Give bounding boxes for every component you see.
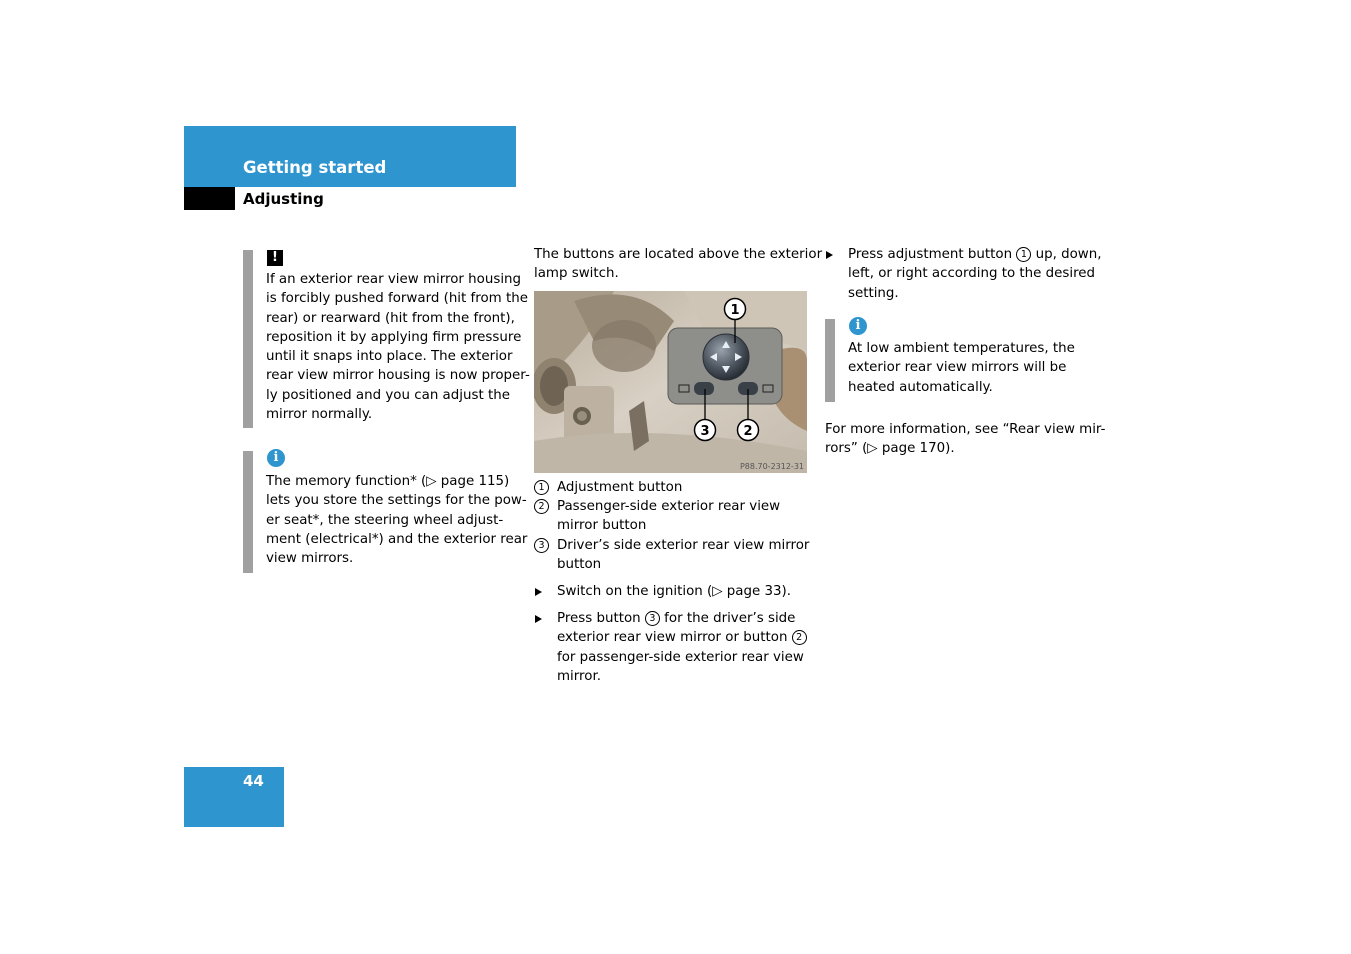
intro-text: The buttons are located above the exterior lamp switch. bbox=[534, 247, 823, 282]
info-icon: i bbox=[267, 449, 285, 467]
figure-illustration bbox=[534, 291, 807, 473]
info-icon: i bbox=[849, 317, 867, 335]
page-number-box bbox=[184, 767, 284, 827]
bullet-arrow-icon bbox=[826, 251, 833, 259]
exclamation-icon: ! bbox=[267, 250, 283, 266]
info-bar bbox=[243, 451, 253, 573]
mirror-controls-figure bbox=[534, 291, 807, 473]
heated-info-text: At low ambient temperatures, the exterior rear view mirrors will be heated automatically. bbox=[848, 341, 1075, 395]
more-info-text: For more information, see “Rear view mir- rors” (▷ page 170). bbox=[825, 422, 1106, 457]
warning-text: If an exterior rear view mirror housing is forcibly pushed forward (hit from the rear) or rearward (hit from the front), reposition it by applying firm pressure until it snaps into place. The exterior rear view mirror housing is now proper- ly positioned and you can adjust the mirror normally. bbox=[266, 272, 530, 423]
figure-code: P88.70-2312-31 bbox=[739, 462, 804, 471]
page-number: 44 bbox=[243, 772, 264, 790]
info-bar bbox=[825, 319, 835, 402]
svg-text:2: 2 bbox=[743, 424, 753, 439]
callout-1 bbox=[725, 299, 746, 320]
subsection-marker bbox=[184, 187, 235, 210]
callout-3 bbox=[695, 420, 716, 441]
header-band bbox=[184, 126, 516, 187]
svg-text:3: 3 bbox=[700, 424, 710, 439]
svg-text:1: 1 bbox=[730, 303, 740, 318]
callout-2 bbox=[738, 420, 759, 441]
section-title: Getting started bbox=[243, 158, 387, 177]
bullet-arrow-icon bbox=[535, 615, 542, 623]
bullet-arrow-icon bbox=[535, 588, 542, 596]
memory-info-text: The memory function* (▷ page 115) lets you store the settings for the pow- er seat*, the steering wheel adjust- ment (electrical*) and the exterior rear view mirrors. bbox=[266, 474, 528, 567]
warning-bar bbox=[243, 250, 253, 428]
subsection-title: Adjusting bbox=[243, 190, 324, 208]
